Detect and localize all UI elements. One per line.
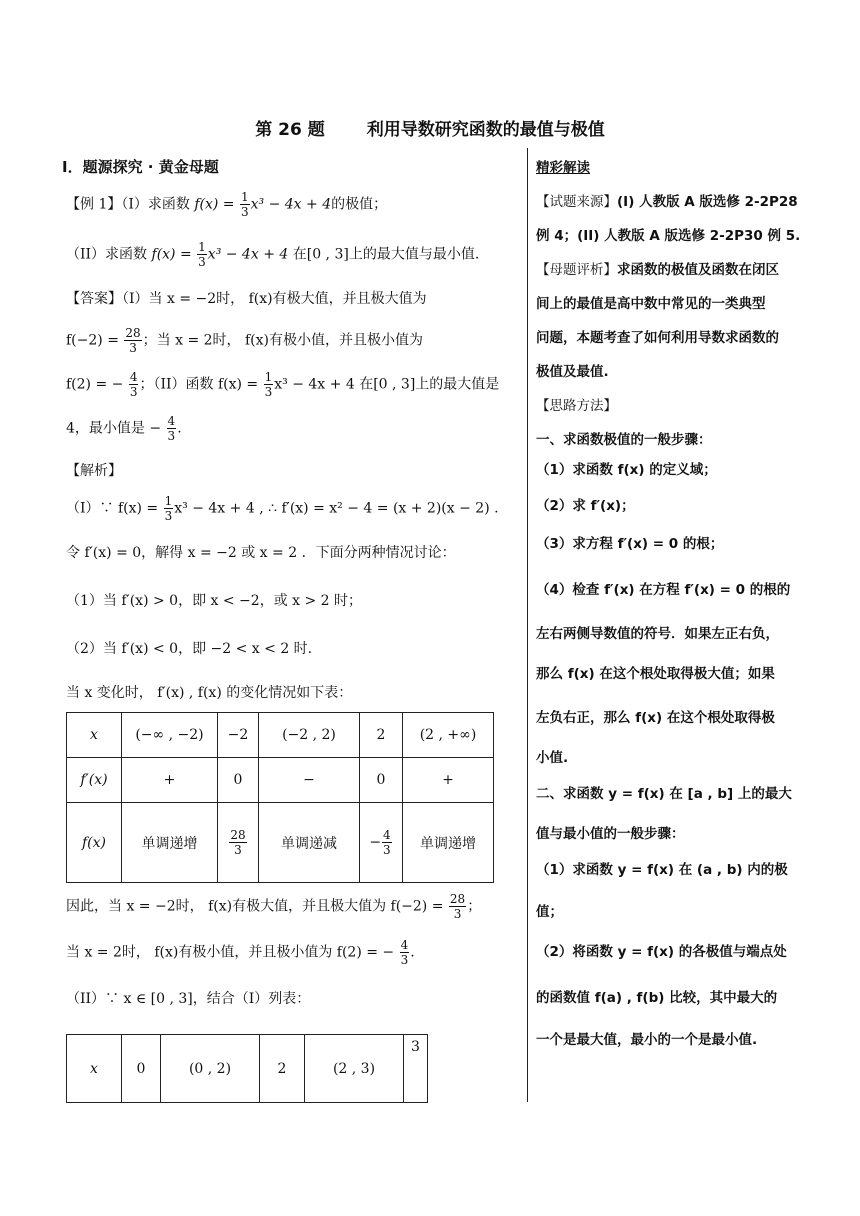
title-number: 第 26 题 [255,120,325,140]
num: 28 [449,892,466,906]
num: 4 [400,938,409,952]
method-line: 左负右正，那么 f(x) 在这个根处取得极 [536,710,775,726]
method-line: 值； [536,904,563,920]
fraction [264,370,274,399]
den: 3 [129,341,137,355]
table-cell: 2 [360,713,403,758]
table-cell: (0 , 2) [161,1035,260,1103]
answer-line-3 [66,370,499,399]
method-line: 左右两侧导数值的符号．如果左正右负， [536,626,779,642]
text: f(−2) = [66,332,119,349]
answer-label: 【答案】 [66,291,122,307]
table-cell: (−∞ , −2) [122,713,218,758]
table-cell: − $\frac{4}{3}$ [360,803,403,883]
part-ii-line: （II）∵ x ∈ [0 , 3]，结合（I）列表： [66,991,311,1007]
table-cell: f′(x) [67,758,122,803]
text: 当 x = 2时， f(x)有极小值，并且极小值为 f(2) = − [66,944,395,961]
method-line: 值与最小值的一般步骤： [536,826,685,842]
table-cell: + [403,758,494,803]
text: （I）∵ f(x) = [66,500,159,517]
method-line: 那么 f(x) 在这个根处取得极大值；如果 [536,666,775,682]
den: 3 [198,255,206,269]
den: 3 [164,509,173,523]
source-line-2: 例 4；(II) 人教版 A 版选修 2-2P30 例 5. [536,228,801,244]
table-cell: x [67,713,122,758]
method-line: 二、求函数 y = f(x) 在 [a , b] 上的最大 [536,786,792,802]
analysis-line-2: 令 f′(x) = 0，解得 x = −2 或 x = 2 ．下面分两种情况讨论： [66,545,456,561]
review-label: 【母题评析】 [536,262,617,278]
fraction [449,892,466,921]
math: f(x) = [194,196,235,213]
num: 28 [125,326,141,340]
review-line-3: 问题，本题考查了如何利用导数求函数的 [536,330,779,346]
text: （I）当 x = −2时， f(x)有极大值，并且极大值为 [122,291,427,307]
table-cell: 单调递减 [259,803,360,883]
page-title [0,115,860,140]
source-label: 【试题来源】 [536,194,617,210]
math: f(x) = [151,246,192,263]
text: （II）求函数 [66,246,148,263]
analysis-line-4: （2）当 f′(x) < 0，即 −2 < x < 2 时. [66,641,313,657]
method-line: （2）将函数 y = f(x) 的各极值与端点处 [536,944,787,960]
review-line-1 [536,258,779,278]
fraction [129,370,139,399]
example-1-part2 [66,240,479,269]
text: x³ − 4x + 4 在[0 , 3]上的最大值是 [274,376,500,393]
num: 4 [167,414,176,428]
fraction [164,494,174,523]
analysis-line-1 [66,494,499,523]
conclusion-line-2: 当 x = 2时， f(x)有极小值，并且极小值为 f(2) = − $\frac{4}{3}$ . [66,938,415,967]
num: 1 [164,494,173,508]
review-line-4: 极值及最值. [536,364,609,380]
text: 求函数的极值及函数在闭区 [617,262,779,278]
method-line: （3）求方程 f′(x) = 0 的根； [536,536,724,552]
table-cell: 0 [360,758,403,803]
table-cell: x [67,1035,122,1103]
section-heading: I．题源探究 · 黄金母题 [62,158,219,176]
den: 3 [167,429,176,443]
den: 3 [129,385,138,399]
answer-line-4: 4，最小值是 − $\frac{4}{3}$ . [66,414,182,443]
text: f(2) = − [66,376,124,393]
den: 3 [453,907,462,921]
column-divider [527,148,528,1102]
analysis-line-3: （1）当 f′(x) > 0，即 x < −2，或 x > 2 时； [66,593,363,609]
table-cell: 2 [260,1035,305,1103]
method-line: （1）求函数 y = f(x) 在 (a , b) 内的极 [536,862,788,878]
title-text: 利用导数研究函数的最值与极值 [366,120,605,140]
conclusion-line-1: 因此，当 x = −2时， f(x)有极大值，并且极大值为 f(−2) = $\frac{28}{3}$ ； [66,892,482,921]
num: 4 [129,370,138,384]
analysis-line-5: 当 x 变化时， f′(x) , f(x) 的变化情况如下表： [66,685,353,701]
den: 3 [400,953,409,967]
fraction [167,414,177,443]
source-line-1 [536,190,798,210]
text: （I）求函数 [121,196,190,213]
table-cell: (2 , +∞) [403,713,494,758]
text: (I) 人教版 A 版选修 2-2P28 [617,194,798,210]
method-line: （2）求 f′(x)； [536,498,635,514]
method-line: 小值. [536,750,569,766]
method-line: 的函数值 f(a) , f(b) 比较，其中最大的 [536,990,778,1006]
reading-title: 精彩解读 [536,160,590,176]
num: 1 [240,190,249,204]
answer-line-2 [66,326,423,355]
text: 的极值； [331,196,388,213]
den: 3 [264,385,273,399]
text: 在[0 , 3]上的最大值与最小值. [292,246,480,263]
method-line: 一、求函数极值的一般步骤： [536,432,712,448]
fraction [400,938,410,967]
den: 3 [383,843,391,857]
fraction [240,190,250,219]
fraction [229,828,246,857]
fraction [124,326,141,355]
table-cell: f(x) [67,803,122,883]
table-cell [218,803,259,883]
interval-table [66,1034,428,1103]
answer-line-1 [66,288,427,308]
method-label: 【思路方法】 [536,398,617,414]
text: ；（II）函数 f(x) = [139,376,259,393]
table-cell: 单调递增 [403,803,494,883]
table-cell: 单调递增 [122,803,218,883]
table-cell: (2 , 3) [305,1035,404,1103]
method-line: 一个是最大值，最小的一个是最小值. [536,1032,758,1048]
table-cell: (−2 , 2) [259,713,360,758]
text: ；当 x = 2时， f(x)有极小值，并且极小值为 [142,332,424,349]
math: x³ − 4x + 4 [250,196,332,213]
method-line: （4）检查 f′(x) 在方程 f′(x) = 0 的根的 [536,582,791,598]
table-cell: 0 [218,758,259,803]
text: 4，最小值是 − [66,420,162,437]
table-cell: + [122,758,218,803]
analysis-label: 【解析】 [66,463,122,479]
num: 4 [383,828,391,842]
method-line: （1）求函数 f(x) 的定义域； [536,462,717,478]
text: 因此，当 x = −2时， f(x)有极大值，并且极大值为 f(−2) = [66,898,444,915]
table-cell: −2 [218,713,259,758]
fraction [197,240,207,269]
example-label: 【例 1】 [66,196,122,213]
table-cell: 3 [404,1035,428,1103]
table-cell: 0 [122,1035,161,1103]
math: x³ − 4x + 4 [207,246,289,263]
example-1-part1 [66,190,387,219]
den: 3 [234,843,242,857]
num: 28 [230,828,246,842]
num: 1 [264,370,273,384]
fraction [382,828,392,857]
variation-table [66,712,494,883]
den: 3 [240,205,249,219]
table-cell: − [259,758,360,803]
text: x³ − 4x + 4 , ∴ f′(x) = x² − 4 = (x + 2)(x − 2) . [174,500,499,517]
review-line-2: 间上的最值是高中数中常见的一类典型 [536,296,766,312]
num: 1 [198,240,206,254]
